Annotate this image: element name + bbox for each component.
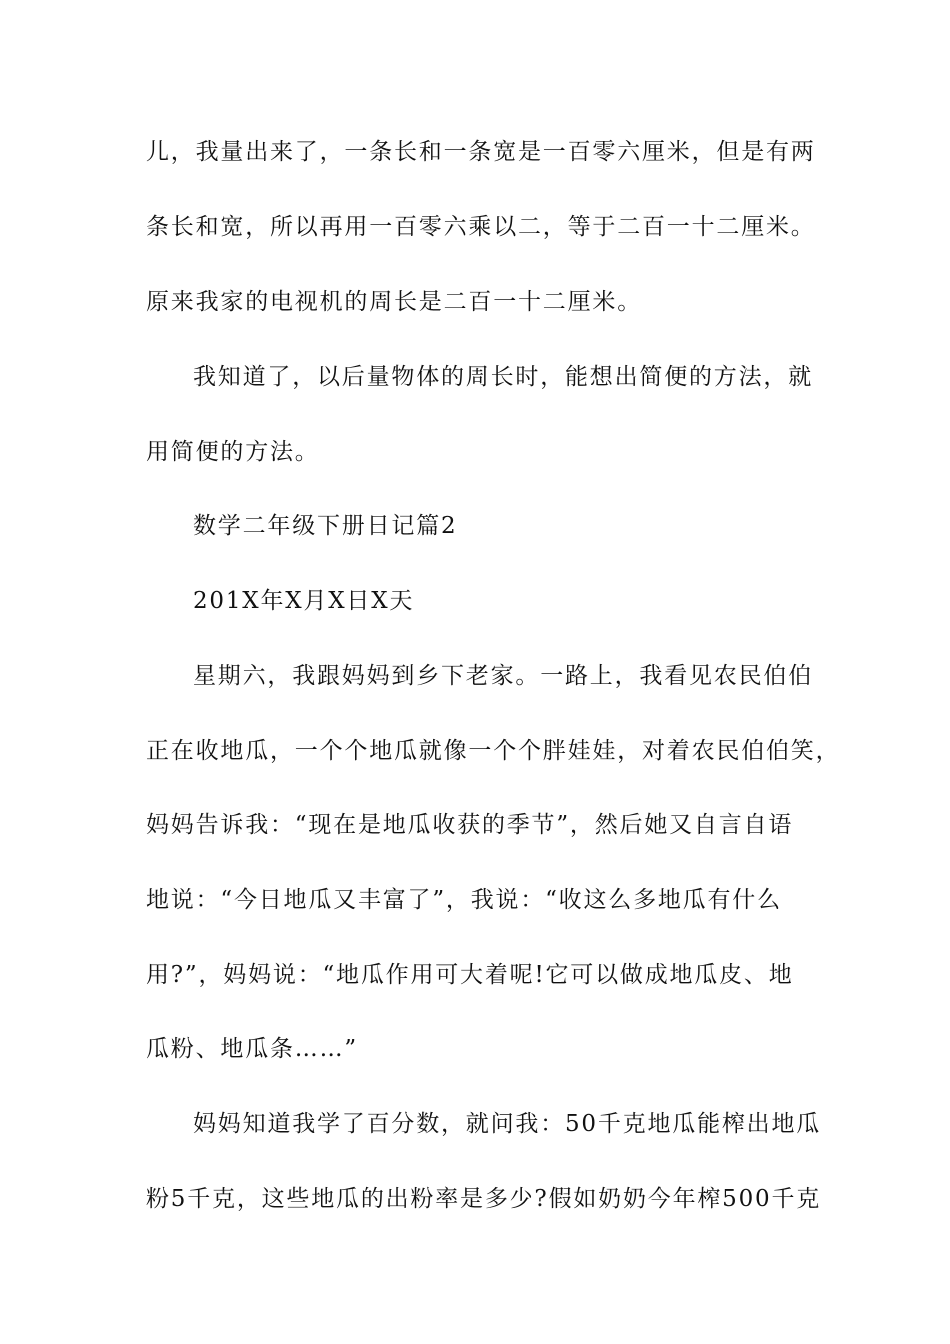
- paragraph-line: 儿，我量出来了，一条长和一条宽是一百零六厘米，但是有两: [146, 139, 816, 165]
- paragraph-line: 用简便的方法。: [146, 439, 320, 465]
- paragraph-line: 妈妈告诉我：“现在是地瓜收获的季节”，然后她又自言自语: [146, 812, 794, 838]
- paragraph-line: 地说：“今日地瓜又丰富了”，我说：“收这么多地瓜有什么: [146, 887, 782, 913]
- paragraph-line: 正在收地瓜，一个个地瓜就像一个个胖娃娃，对着农民伯伯笑，: [146, 738, 841, 764]
- section-title: 数学二年级下册日记篇2: [193, 513, 458, 539]
- paragraph-line: 我知道了，以后量物体的周长时，能想出简便的方法，就: [193, 364, 813, 390]
- paragraph-line: 条长和宽，所以再用一百零六乘以二，等于二百一十二厘米。: [146, 214, 816, 240]
- diary-date: 201X年X月X日X天: [193, 588, 415, 614]
- paragraph-line: 粉5千克，这些地瓜的出粉率是多少?假如奶奶今年榨500千克: [146, 1186, 822, 1212]
- paragraph-line: 星期六，我跟妈妈到乡下老家。一路上，我看见农民伯伯: [193, 663, 813, 689]
- paragraph-line: 瓜粉、地瓜条……”: [146, 1036, 358, 1062]
- paragraph-line: 用?”，妈妈说：“地瓜作用可大着呢!它可以做成地瓜皮、地: [146, 962, 794, 988]
- paragraph-line: 原来我家的电视机的周长是二百一十二厘米。: [146, 289, 642, 315]
- paragraph-line: 妈妈知道我学了百分数，就问我：50千克地瓜能榨出地瓜: [193, 1111, 822, 1137]
